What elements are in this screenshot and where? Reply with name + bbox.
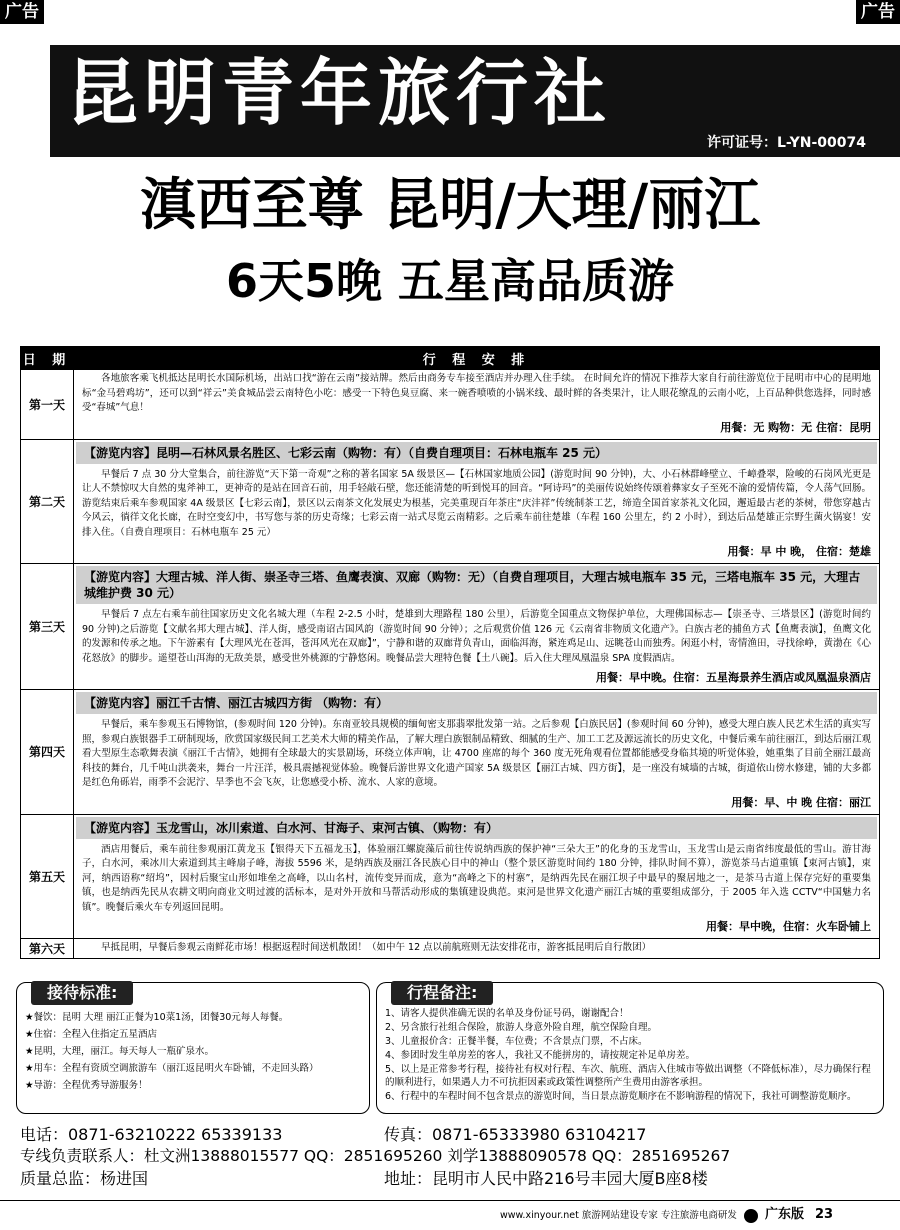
day-label: 第二天: [21, 439, 74, 564]
itinerary-notes-box: [376, 982, 884, 1114]
meal-lodging-info: 用餐：早中晚。住宿：五星海景养生酒店或凤凰温泉酒店: [596, 671, 871, 684]
col-plan-header: 行 程 安 排: [74, 347, 880, 370]
tour-subtitle: 6天5晚 五星高品质游: [225, 254, 675, 308]
table-row: [21, 439, 880, 564]
agency-banner: [50, 45, 900, 157]
day-plan: [74, 370, 880, 440]
day-label: 第六天: [21, 939, 74, 959]
reception-standards-box: [16, 982, 370, 1114]
col-day-header: 日 期: [21, 347, 74, 370]
note-item: 5、以上是正常参考行程，接待社有权对行程、车次、航班、酒店入住城市等做出调整（不降低标准），尽力确保行程的顺利进行，如果遇人力不可抗拒因素或政策性调整所产生费用由游客承担。: [385, 1064, 871, 1088]
meal-lodging-info: 用餐：早 中 晚， 住宿：楚雄: [727, 545, 871, 558]
tour-highlight: 【游览内容】玉龙雪山，冰川索道、白水河、甘海子、束河古镇、（购物：有）: [76, 817, 877, 839]
table-row: [21, 939, 880, 959]
table-row: [21, 690, 880, 815]
day-label: 第三天: [21, 564, 74, 690]
standard-item: ★住宿：全程入住指定五星酒店: [25, 1029, 158, 1040]
notes-title: 行程备注:: [391, 981, 493, 1005]
agency-name: 昆明青年旅行社: [66, 50, 613, 135]
day-plan: [74, 564, 880, 690]
note-item: 4、参团时发生单房差的客人，我社又不能拼房的，请按规定补足单房差。: [385, 1050, 696, 1061]
sales-contact: 专线负责联系人：杜文洲13888015577 QQ：2851695260 刘学13888090578 QQ：2851695267: [20, 1147, 731, 1165]
page-number: 23: [815, 1207, 834, 1222]
note-item: 3、儿童报价含：正餐半餐，车位费；不含景点门票，不占床。: [385, 1036, 648, 1047]
table-row: [21, 564, 880, 690]
day-description: 酒店用餐后，乘车前往参观丽江黄龙玉【银得天下五福龙玉】，体验丽江螺旋藻后前往传说纳西族的保护神“三朵大王”的化身的玉龙雪山，玉龙雪山是云南省纬度最低的雪山。游甘海子，白水河，乘冰川大索道到其主峰扇子峰，海拔 5596 米，是纳西族及丽江各民族心目中的神山（整个景区游览时间约 180 分钟，排队时间不算），游览茶马古道重镇【束河古镇】，束河，纳西语称“绍坞”，因村后聚宝山形如堆垒之高峰，以山名村，流传变异而成，意为“高峰之下的村寨”，是纳西先民在丽江坝子中最早的聚居地之一，是茶马古道上保存完好的重要集镇，也是纳西先民从农耕文明向商业文明过渡的活标本，是对外开放和马帮活动形成的集镇建设典范。束河是世界文化遗产丽江古城的重要组成部分，于 2005 年入选 CCTV“中国魅力名镇”。晚餐后乘火车专列返回昆明。: [82, 843, 871, 913]
note-item: 2、另含旅行社组合保险，旅游人身意外险自理，航空保险自理。: [385, 1022, 658, 1033]
day-description: 早餐后 7 点 30 分大堂集合，前往游览“天下第一奇观”之称的著名国家 5A 级景区—【石林国家地质公园】(游览时间 90 分钟)，大、小石林群峰壁立、千嶂叠翠，险峻的石岗风光更是让人不禁惊叹大自然的鬼斧神工，更神奇的是站在回音石前，用手轻敲石壁，您还能清楚的听到悦耳的回音。“阿诗玛”的美丽传说始终传颂着彝家女子至死不渝的爱情传篇，令人荡气回肠。游览结束后乘车参观国家 4A 级景区【七彩云南】，景区以云南茶文化发展史为根基，完美重现百年茶庄“庆沣祥”传统制茶工艺，缔造全国首家茶礼文化园，邂逅最古老的茶树，带您穿越古今风云，徜徉文化长廊，在时空变幻中，书写您与茶的历史奇缘；七彩云南一站式尽览云南精彩。之后乘车前往楚雄（车程 160 公里左，约 2 小时），到达后品楚雄正宗野生菌火锅宴！安排入住。（自费自理项目：石林电瓶车 25 元）: [82, 468, 871, 538]
ad-tag-right: 广告: [856, 0, 900, 24]
day-description: 早餐后，乘车参观玉石博物馆，(参观时间 120 分钟)。东南亚较具规模的缅甸密支那翡翠批发第一站。之后参观【白族民居】(参观时间 60 分钟)，感受大理白族人民艺术生活的真实写照，参观白族银器手工研制现场，欣赏国家级民间工艺美术大师的精美作品，了解大理白族银制品精致、细腻的生产、加工工艺及源远流长的历史文化，中餐后乘车前往丽江，到达后丽江观看大型原生态歌舞表演《丽江千古情》，她拥有全球最大的实景剧场，环绕立体声响，让 4700 座席的每个 360 度无死角观看位置都能感受身临其境的听觉体验，她重集了目前全丽江最高科技的舞台，几千吨山洪袭来，舞台一片汪洋，极具震撼视觉体验。晚餐后游世界文化遗产国家 5A 级景区【丽江古城、四方街】，是一座没有城墙的古城，街道依山傍水修建，铺的大多都是红色角砾岩，雨季不会泥泞、旱季也不会飞灰，让您感受小桥、流水、人家的意境。: [82, 719, 871, 788]
day-description: 各地旅客乘飞机抵达昆明长水国际机场，出站口找“游在云南”接站牌。然后由商务专车接至酒店并办理入住手续。 在时间允许的情况下推荐大家自行前往游览位于昆明市中心的昆明地标“金马碧鸡坊”，还可以到“祥云”美食城品尝云南特色小吃：感受一下特色臭豆腐、来一碗香喷喷的小锅米线、最时鲜的各类果汁，让人眼花缭乱的云南小吃，上百品种供您选择，同时感受“春城”气息！: [82, 373, 871, 413]
tour-highlight: 【游览内容】大理古城、洋人街、崇圣寺三塔、鱼鹰表演、双廊（购物：无）（自费自理项目，大理古城电瓶车 35 元，三塔电瓶车 35 元，大理古城维护费 30 元）: [76, 566, 877, 604]
notes-list: [385, 1007, 875, 1104]
tour-highlight: 【游览内容】丽江千古情、丽江古城四方街 （购物：有）: [76, 692, 877, 714]
day-description: 早抵昆明，早餐后参观云南鲜花市场！根据返程时间送机散团！（如中午 12 点以前航班则无法安排花市，游客抵昆明后自行散团）: [101, 942, 652, 953]
standards-title: 接待标准:: [31, 981, 133, 1005]
day-description: 早餐后 7 点左右乘车前往国家历史文化名城大理（车程 2-2.5 小时，楚雄到大理路程 180 公里），后游览全国重点文物保护单位，大理佛国标志—【崇圣寺、三塔景区】(游览时间约 90 分钟)之后游览【文献名邦大理古城】、洋人街，感受南诏古国风韵（游览时间 90 分钟）；之后观赏价值 126 元《云南省非物质文化遗产》。白族古老的捕鱼方式【鱼鹰表演】，鱼鹰文化的发源和传承之地。下午游素有【大理风光在苍洱，苍洱风光在双廊】”，宁静和谐的双廊背负青山，面临洱海，紧连鸡足山、远眺苍山而独秀。闲逛小村，寄情渔田，寻找徐峥，黄渤在《心花怒放》的脚步。遥望苍山洱海的无敌美景，感受世外桃源的宁静悠闲。晚餐品尝大理特色餐【土八碗】。后入住大理凤凰温泉 SPA 度假酒店。: [82, 609, 871, 664]
footer-divider: [0, 1200, 900, 1201]
day-plan: [74, 439, 880, 564]
standard-item: ★用车：全程有资质空调旅游车（丽江返昆明火车卧铺，不走回头路）: [25, 1063, 319, 1074]
day-label: 第四天: [21, 690, 74, 815]
standards-list: [25, 1009, 361, 1094]
meal-lodging-info: 用餐：无 购物：无 住宿：昆明: [720, 420, 871, 434]
day-plan: [74, 814, 880, 939]
day-plan: [74, 690, 880, 815]
agency-address: 地址：昆明市人民中路216号丰园大厦B座8楼: [384, 1169, 708, 1188]
ad-tag-left: 广告: [0, 0, 44, 24]
tour-highlight: 【游览内容】昆明—石林风景名胜区、七彩云南（购物：有）（自费自理项目：石林电瓶车 25 元）: [76, 442, 877, 464]
license-number: 许可证号：L-YN-00074: [706, 135, 866, 151]
day-label: 第五天: [21, 814, 74, 939]
table-row: [21, 370, 880, 440]
standard-item: ★餐饮：昆明 大理 丽江正餐为10菜1汤，团餐30元每人每餐。: [25, 1012, 289, 1023]
note-item: 6、行程中的车程时间不包含景点的游览时间，当日景点游览顺序在不影响游程的情况下，我社可调整游览顺序。: [385, 1091, 857, 1102]
footer-site: www.xinyour.net 旅游网站建设专家 专注旅游电商研发: [500, 1210, 737, 1221]
standard-item: ★导游：全程优秀导游服务！: [25, 1080, 148, 1091]
meal-lodging-info: 用餐：早中晚，住宿：火车卧铺上: [706, 920, 871, 933]
day-plan: [74, 939, 880, 959]
fax-number: 传真：0871-65333980 63104217: [384, 1125, 647, 1144]
route-title: 滇西至尊 昆明/大理/丽江: [139, 173, 761, 238]
itinerary-table: [20, 346, 880, 959]
phone-number: 电话：0871-63210222 65339133: [20, 1125, 283, 1144]
quality-director: 质量总监：杨进国: [20, 1169, 149, 1188]
standard-item: ★昆明，大理，丽江。每天每人一瓶矿泉水。: [25, 1046, 215, 1057]
itinerary-rows: [21, 370, 880, 959]
edition-badge-icon: [744, 1209, 758, 1223]
meal-lodging-info: 用餐：早、中 晚 住宿：丽江: [731, 795, 871, 809]
day-label: 第一天: [21, 370, 74, 440]
footer-edition: 广东版: [764, 1207, 804, 1222]
note-item: 1、请客人提供准确无误的名单及身份证号码，谢谢配合！: [385, 1008, 629, 1019]
page-footer: [500, 1206, 885, 1225]
table-row: [21, 814, 880, 939]
